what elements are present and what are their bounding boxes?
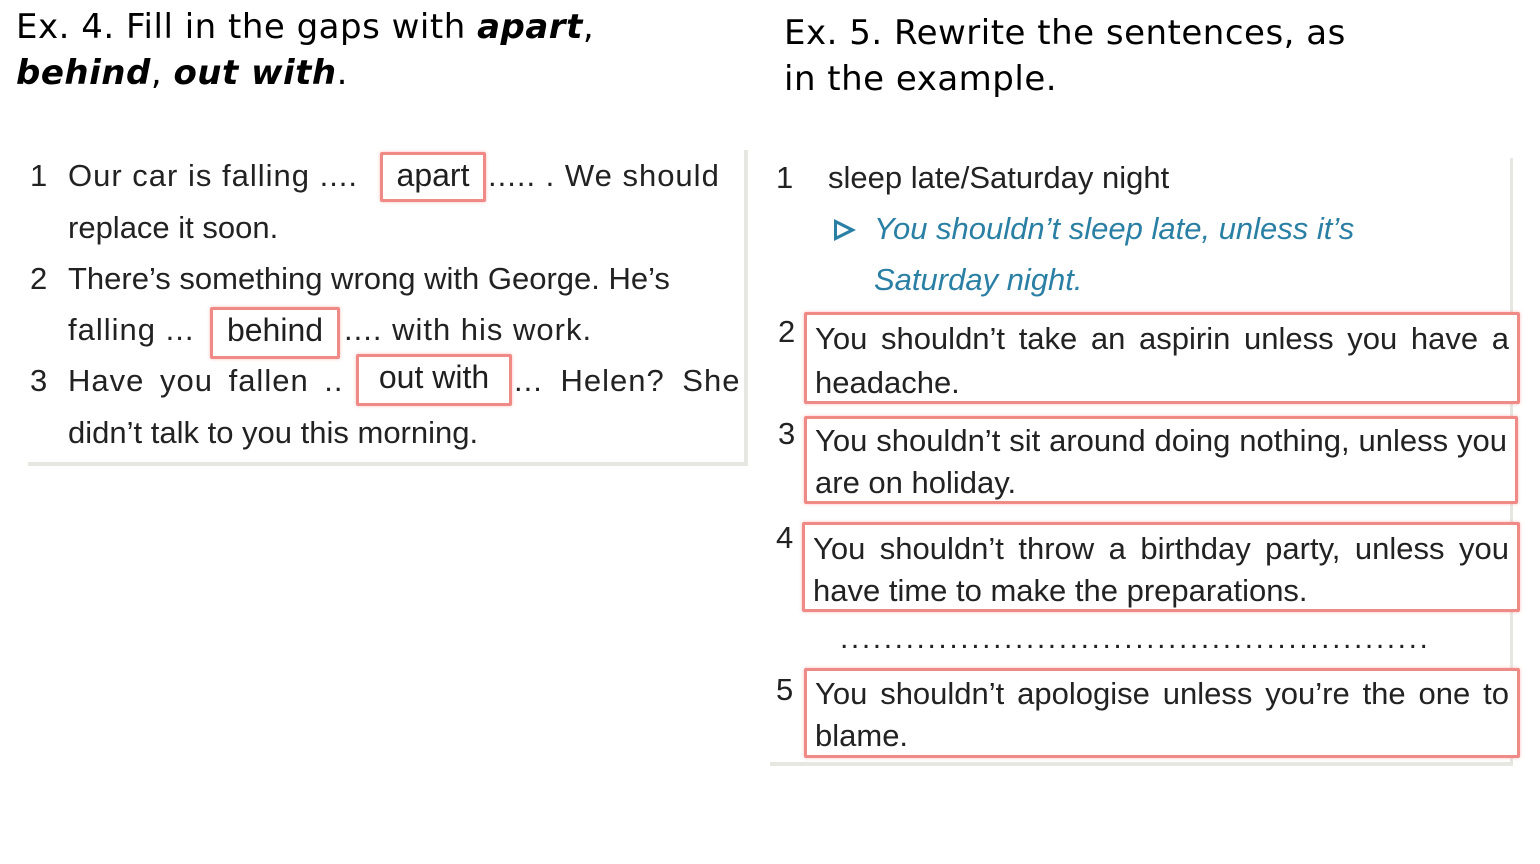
ex5-example-answer-line2: Saturday night. [874, 262, 1083, 297]
ex4-item1-text-after: ..... . We should [488, 158, 720, 193]
ex4-word-out-with: out with [173, 53, 337, 93]
ex5-answer-box[interactable]: You shouldn’t throw a birthday party, unless you have time to make the preparations. [802, 522, 1520, 612]
ex4-heading [16, 4, 756, 96]
ex5-answer-box[interactable]: You shouldn’t take an aspirin unless you have a headache. [804, 312, 1520, 404]
ex5-item-number: 3 [778, 416, 796, 451]
ex4-item2-text-before: falling ... [68, 312, 195, 347]
ex4-title: Ex. 4. Fill in the gaps with [16, 7, 478, 47]
ex4-item3-text-after: ... Helen? She [514, 363, 741, 398]
ex4-item-number: 2 [30, 261, 48, 296]
ex4-item1-answer[interactable]: apart [380, 152, 486, 202]
ex4-item2-answer[interactable]: behind [210, 307, 340, 359]
ex4-word-apart: apart [477, 7, 583, 47]
ex4-item2-text-after: .... with his work. [344, 312, 593, 347]
ex4-period: . [336, 53, 348, 93]
ex4-item3-answer[interactable]: out with [356, 354, 512, 406]
ex4-item2-text-line1: There’s something wrong with George. He’s [68, 261, 670, 296]
ex5-item-number: 2 [778, 314, 796, 349]
ex5-title-line1: Ex. 5. Rewrite the sentences, as [784, 13, 1346, 53]
ex5-example-answer-line1: You shouldn’t sleep late, unless it’s [874, 211, 1355, 246]
ex5-title-line2: in the example. [784, 59, 1058, 99]
ex4-comma: , [582, 7, 595, 47]
ex4-item1-text-line2: replace it soon. [68, 210, 279, 245]
ex4-comma: , [150, 53, 174, 93]
ex5-answer-box[interactable]: You shouldn’t sit around doing nothing, unless you are on holiday. [804, 416, 1518, 504]
ex5-item-number: 5 [776, 672, 794, 707]
ex4-item-number: 1 [30, 158, 48, 193]
play-arrow-icon [834, 219, 856, 241]
ex4-word-behind: behind [16, 53, 151, 93]
ex4-item-number: 3 [30, 363, 48, 398]
ex4-item1-text-before: Our car is falling .... [68, 158, 359, 193]
ex4-item3-text-line2: didn’t talk to you this morning. [68, 415, 479, 450]
ex5-dotted-answer-line: ...................................................... [840, 622, 1431, 655]
ex5-item-number: 4 [776, 520, 794, 555]
ex5-example-prompt: sleep late/Saturday night [828, 160, 1170, 195]
ex5-heading [784, 10, 1484, 102]
ex5-example-number: 1 [776, 160, 794, 195]
ex5-answer-box[interactable]: You shouldn’t apologise unless you’re the one to blame. [804, 668, 1520, 758]
ex4-item3-text-before: Have you fallen .. [68, 363, 344, 398]
